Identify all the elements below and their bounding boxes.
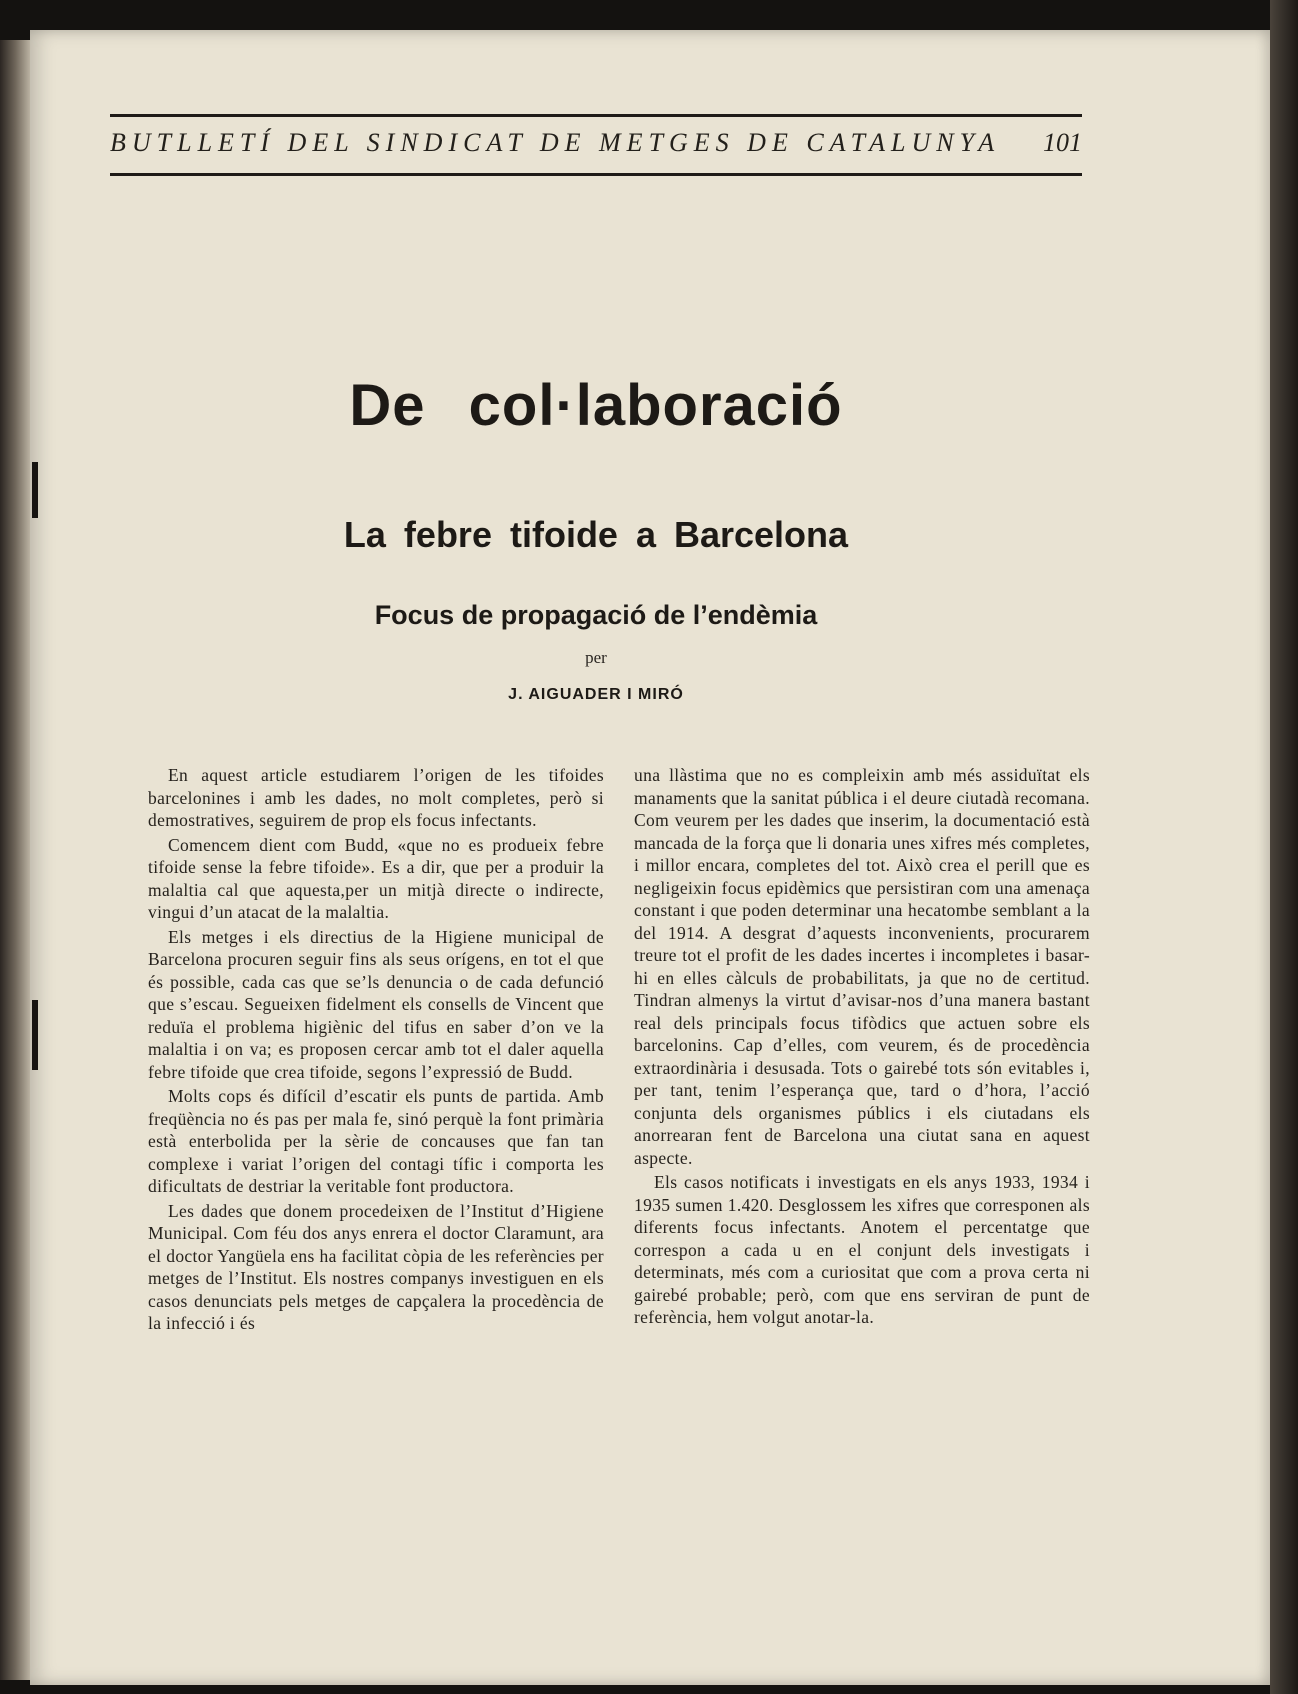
paragraph: Els casos notificats i investigats en els anys 1933, 1934 i 1935 sumen 1.420. Desglossem les xifres que corresponen als diferents focus infectants. Anotem el percentatge que correspon a cada u en el conjunt dels investigats i determinats, més com a curiositat que com a prova certa ni gairebé probable; però, com que ens serviran de punt de referència, hem volgut anotar-la. xyxy=(634,1172,1090,1327)
binding-mark xyxy=(32,1000,38,1070)
left-text-column xyxy=(148,764,604,1337)
paragraph: En aquest article estudiarem l’origen de les tifoides barcelonines i amb les dades, no molt completes, però si demostratives, seguirem de prop els focus infectants. xyxy=(148,765,604,830)
paragraph: una llàstima que no es compleixin amb més assiduïtat els manaments que la sanitat pública i el deure ciutadà recomana. Com veurem per les dades que inserim, la documentació està mancada de la força que li donaria unes xifres més completes, i millor encara, completes del tot. Això crea el perill que es negligeixin focus epidèmics que persistiran com una amenaça constant i que poden determinar una hecatombe semblant a la del 1914. A desgrat d’aquests inconvenients, procurarem treure tot el profit de les dades incertes i incompletes i basar-hi en elles càlculs de probabilitats, ja que no de certitud. Tindran almenys la virtut d’avisar-nos d’una manera bastant real dels principals focus tifòdics que actuen sobre els barcelonins. Cap d’elles, com veurem, és de procedència extraordinària i desusada. Tots o gairebé tots són evitables i, per tant, tenim l’esperança que, tard o d’hora, l’acció conjunta dels organismes públics i els ciutadans els anorrearan fent de Barcelona una ciutat sana en aquest aspecte. xyxy=(634,765,1090,1168)
right-text-column xyxy=(634,764,1090,1331)
running-title: BUTLLETÍ DEL SINDICAT DE METGES DE CATALUNYA xyxy=(110,128,1001,157)
article-subtitle: Focus de propagació de l’endèmia xyxy=(374,600,818,630)
header-rule-top xyxy=(110,114,1082,117)
section-title: De col·laboració xyxy=(349,373,843,438)
article-title: La febre tifoide a Barcelona xyxy=(343,514,849,555)
page-header xyxy=(110,84,1082,180)
paragraph: Els metges i els directius de la Higiene municipal de Barcelona procuren seguir fins als seus orígens, en tot el que és possible, cada cas que se’ls denuncia o de cada defunció que s’escau. Segueixen fidelment els consells de Vincent que reduïa el problema higiènic del tifus en saber d’on ve la malaltia i on va; es proposen cercar amb tot el daler aquella febre tifoide que crea tifoide, segons l’expressió de Budd. xyxy=(148,926,604,1082)
author-name: J. AIGUADER I MIRÓ xyxy=(508,686,684,703)
paragraph: Molts cops és difícil d’escatir els punts de partida. Amb freqüència no és pas per mala fe, sinó perquè la font primària està enterbolida per la sèrie de concauses que fan tan complexe i variat l’origen del contagi tífic i comporta les dificultats de destriar la veritable font productora. xyxy=(148,1086,604,1196)
byline-per: per xyxy=(585,648,607,667)
scan-background-edge xyxy=(1270,0,1298,1694)
binding-mark xyxy=(32,462,38,518)
paragraph: Les dades que donem procedeixen de l’Institut d’Higiene Municipal. Com féu dos anys enrera el doctor Claramunt, ara el doctor Yangüela ens ha facilitat còpia de les referències per metges de l’Institut. Els nostres companys investiguen en els casos denunciats pels metges de capçalera la procedència de la infecció i és xyxy=(148,1200,604,1333)
previous-page-edge xyxy=(0,40,34,1680)
paragraph: Comencem dient com Budd, «que no es produeix febre tifoide sense la febre tifoide». Es a dir, que per a produir la malaltia cal que aquesta,per un mitjà directe o indirecte, vingui d’un atacat de la malaltia. xyxy=(148,834,604,922)
header-rule-bottom xyxy=(110,173,1082,176)
page-number: 101 xyxy=(1043,128,1082,157)
